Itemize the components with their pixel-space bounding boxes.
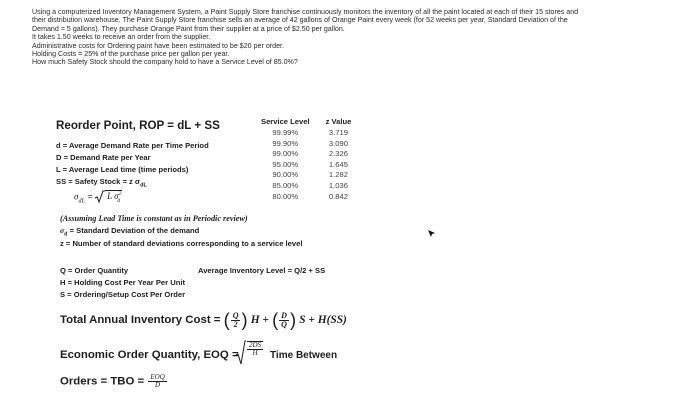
sigma-dl-formula — [74, 190, 122, 204]
table-row — [253, 160, 359, 171]
def-ss-sub: dL — [140, 182, 147, 189]
tic-rest: S + H(SS) — [299, 314, 347, 327]
service-level-cell: 95.00% — [272, 159, 299, 169]
problem-line: their distribution warehouse. The Paint Supply Store franchise sells an average of 42 gallons of Orange Paint every week (for 52 weeks per year, Standard Deviation of the — [32, 16, 568, 25]
tbo-formula — [60, 374, 168, 389]
table-row — [253, 192, 359, 203]
tbo-den: D — [155, 381, 161, 389]
z-value-cell: 1.036 — [328, 180, 348, 190]
problem-line: It takes 1.50 weeks to receive an order from the supplier. — [32, 33, 211, 42]
eoq-label: Economic Order Quantity, EOQ = — [60, 349, 239, 361]
def-D: D = Demand Rate per Year — [56, 153, 151, 162]
z-value-cell: 3.090 — [328, 138, 348, 148]
sigma-dl-rhs: L σ — [107, 191, 119, 202]
tic-frac1-den: 2 — [233, 319, 238, 329]
def-H: H = Holding Cost Per Year Per Unit — [60, 278, 185, 287]
z-value-cell: 1.645 — [328, 159, 348, 169]
def-ss-text: SS = Safety Stock = z σ — [56, 177, 141, 186]
problem-line: Administrative costs for Ordering paint have been estimated to be $20 per order. — [32, 41, 284, 50]
tic-frac2-den: Q — [281, 319, 287, 329]
table-row — [253, 149, 359, 160]
z-value-cell: 0.842 — [328, 191, 348, 201]
problem-line: Using a computerized Inventory Management System, a Paint Supply Store franchise continuously monitors the inventory of all the paint located at each of their 15 stores and — [32, 8, 579, 16]
table-row — [253, 128, 359, 139]
def-SS — [56, 177, 147, 189]
tic-h: H + — [250, 314, 269, 327]
mouse-pointer-icon — [428, 230, 436, 241]
service-level-table — [253, 117, 359, 202]
service-level-cell: 80.00% — [272, 191, 299, 201]
tbo-prefix: Time Between — [270, 350, 338, 361]
tbo-label: Orders = TBO = — [60, 375, 145, 388]
problem-line: Holding Costs = 25% of the purchase price per gallon per year. — [32, 50, 230, 59]
rop-formula-title: Reorder Point, ROP = dL + SS — [56, 119, 220, 132]
tic-frac1-num: Q — [232, 310, 239, 320]
problem-statement — [32, 8, 694, 67]
def-d: d = Average Demand Rate per Time Period — [56, 141, 209, 150]
def-L: L = Average Lead time (time periods) — [56, 165, 189, 174]
def-sigma-d — [60, 226, 199, 238]
eoq-sqrt — [236, 340, 264, 366]
service-level-cell: 90.00% — [272, 170, 299, 180]
problem-line: How much Safety Stock should the company hold to have a Service Level of 85.0%? — [32, 58, 298, 67]
assumption-note: (Assuming Lead Time is constant as in Periodic review) — [60, 214, 248, 223]
z-value-cell: 1.282 — [328, 170, 348, 180]
header-service-level: Service Level — [261, 117, 310, 126]
sigma-dl-lhs: σ — [74, 191, 79, 202]
sigma-dl-lhs-sub: dL — [78, 198, 85, 205]
sqrt-symbol — [95, 190, 122, 204]
z-value-cell: 3.719 — [328, 128, 348, 137]
total-cost-formula: Total Annual Inventory Cost = ( $\frac{Q}{2}$ ) H + ( $\frac{D}{Q}$ ) S + H(SS) — [60, 309, 347, 330]
def-Q: Q = Order Quantity — [60, 266, 129, 275]
sigma-dl-rhs-sub: d — [117, 198, 121, 205]
service-level-cell: 99.00% — [272, 149, 299, 159]
problem-line: Demand = 5 gallons). They purchase Orange Paint from their supplier at a price of $2.50 per gallon. — [32, 24, 345, 33]
table-row — [253, 139, 359, 150]
total-cost-label: Total Annual Inventory Cost = — [60, 314, 221, 327]
eoq-formula — [60, 349, 239, 361]
sigma-dl-eq: = — [87, 191, 93, 202]
service-level-cell: 85.00% — [272, 180, 299, 190]
def-S: S = Ordering/Setup Cost Per Order — [60, 290, 186, 299]
header-z-value: z Value — [325, 117, 352, 126]
z-value-cell: 2.326 — [328, 149, 348, 159]
sigma-d-sub: d — [64, 231, 68, 238]
service-level-cell: 99.99% — [272, 128, 299, 137]
def-z: z = Number of standard deviations corresponding to a service level — [60, 239, 303, 248]
sigma-d-text: = Standard Deviation of the demand — [67, 226, 200, 235]
tbo-num: EOQ — [150, 373, 165, 381]
table-row — [253, 170, 359, 181]
tic-frac2-num: D — [281, 310, 287, 320]
eoq-num: 2DS — [249, 341, 262, 349]
eoq-den: H — [252, 349, 258, 357]
service-level-cell: 99.90% — [272, 138, 299, 148]
avg-inventory-formula: Average Inventory Level = Q/2 + SS — [198, 266, 326, 275]
sigma-dl-rhs-sup: 2 — [118, 191, 122, 198]
table-row — [253, 181, 359, 192]
sigma-d-symbol: σ — [60, 226, 65, 235]
